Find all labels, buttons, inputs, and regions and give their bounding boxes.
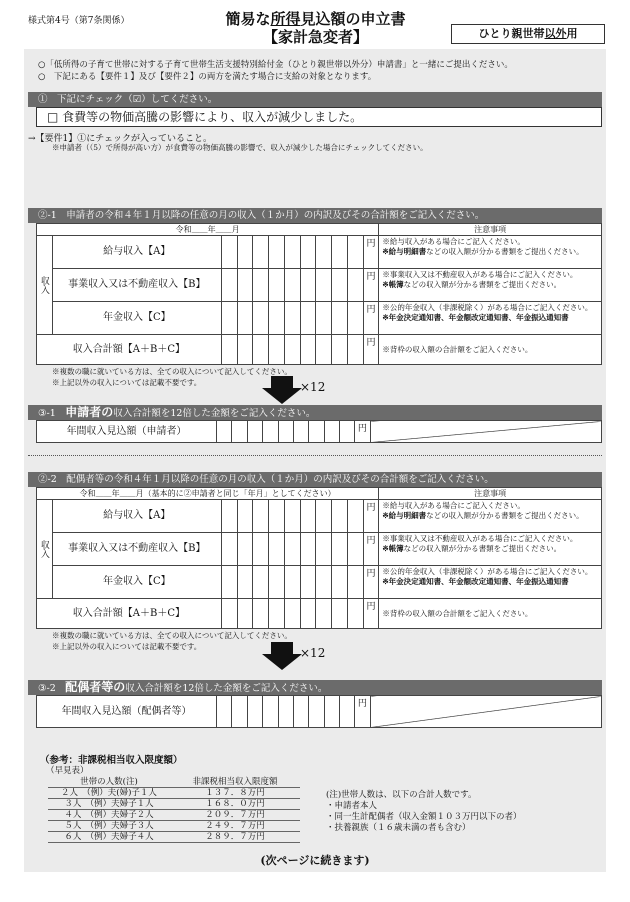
col-limit: 非課税相当収入限度額 (170, 775, 300, 788)
pension-income-label: 年金収入【C】 (52, 566, 221, 599)
amount-digit-cell[interactable] (300, 566, 316, 599)
amount-digit-cell[interactable] (332, 302, 348, 335)
household-count: ６人 （例）夫婦子４人 (48, 832, 170, 843)
amount-digit-cell[interactable] (332, 335, 348, 365)
amount-digit-cell[interactable] (300, 236, 316, 269)
amount-digit-cell[interactable] (347, 500, 363, 533)
section1-header: ① 下記にチェック（☑）してください。 (28, 92, 602, 107)
yen-unit: 円 (355, 421, 370, 443)
amount-digit-cell[interactable] (300, 500, 316, 533)
note-title: (注)世帯人数は、以下の合計人数です。 (326, 790, 477, 800)
note-bold: ※給与明細書 (382, 511, 427, 520)
note-text: ※給与収入がある場合にご記入ください。 (382, 237, 525, 246)
amount-digit-cell[interactable] (221, 335, 237, 365)
amount-digit-cell[interactable] (309, 696, 324, 728)
amount-digit-cell[interactable] (221, 599, 237, 629)
amount-digit-cell[interactable] (269, 302, 285, 335)
bar-emphasis: 申請者の (65, 405, 114, 419)
notes-header: 注意事項 (379, 224, 602, 236)
amount-digit-cell[interactable] (284, 269, 300, 302)
amount-digit-cell[interactable] (263, 421, 278, 443)
amount-digit-cell[interactable] (284, 335, 300, 365)
amount-digit-cell[interactable] (221, 269, 237, 302)
amount-digit-cell[interactable] (253, 302, 269, 335)
amount-digit-cell[interactable] (253, 566, 269, 599)
yen-unit: 円 (363, 335, 379, 365)
salary-note (379, 236, 602, 269)
note-item: ・同一生計配偶者（収入金額１０３万円以下の者） (326, 812, 522, 822)
household-count: ４人 （例）夫婦子２人 (48, 810, 170, 821)
amount-digit-cell[interactable] (269, 533, 285, 566)
yen-unit: 円 (363, 302, 379, 335)
amount-digit-cell[interactable] (263, 696, 278, 728)
notice-line: ○ 下記にある【要件１】及び【要件２】の両方を満たす場合に支給の対象となります。 (38, 72, 377, 82)
amount-digit-cell[interactable] (339, 696, 354, 728)
down-arrow-icon (262, 376, 302, 404)
salary-note (379, 500, 602, 533)
title-part: 見込額の申立書 (300, 10, 406, 28)
amount-digit-cell[interactable] (332, 500, 348, 533)
yen-unit: 円 (363, 566, 379, 599)
amount-digit-cell[interactable] (347, 335, 363, 365)
annual-income-label: 年間収入見込額（配偶者等） (37, 696, 217, 728)
amount-digit-cell[interactable] (300, 533, 316, 566)
requirement-subnote: ※申請者（（5）で所得が高い方）が食費等の物価高騰の影響で、収入が減少した場合にチェックしてください。 (52, 143, 428, 152)
amount-digit-cell[interactable] (332, 599, 348, 629)
continue-note: (次ページに続きます) (260, 854, 370, 867)
page-title (208, 10, 423, 46)
total-note: ※背枠の収入額の合計額をご記入ください。 (379, 599, 602, 629)
amount-digit-cell[interactable] (247, 421, 262, 443)
amount-digit-cell[interactable] (347, 599, 363, 629)
limit-amount: ２４９．７万円 (170, 821, 300, 832)
yen-unit: 円 (363, 236, 379, 269)
reference-title: （参考：非課税相当収入限度額） (40, 755, 183, 766)
amount-digit-cell[interactable] (237, 335, 253, 365)
bar-prefix: ③-2 (38, 683, 56, 694)
amount-digit-cell[interactable] (316, 302, 332, 335)
amount-digit-cell[interactable] (253, 269, 269, 302)
applicant-income-table (36, 223, 602, 365)
amount-digit-cell[interactable] (269, 335, 285, 365)
amount-digit-cell[interactable] (221, 533, 237, 566)
amount-digit-cell[interactable] (347, 533, 363, 566)
amount-digit-cell[interactable] (316, 236, 332, 269)
amount-digit-cell[interactable] (232, 696, 247, 728)
notes-header: 注意事項 (379, 488, 602, 500)
spouse-income-table (36, 487, 602, 629)
down-arrow-icon (262, 642, 302, 670)
amount-digit-cell[interactable] (221, 302, 237, 335)
amount-digit-cell[interactable] (309, 421, 324, 443)
amount-digit-cell[interactable] (221, 500, 237, 533)
limit-amount: １６８．０万円 (170, 799, 300, 810)
business-income-label: 事業収入又は不動産収入【B】 (52, 269, 221, 302)
amount-digit-cell[interactable] (347, 269, 363, 302)
amount-digit-cell[interactable] (300, 599, 316, 629)
amount-digit-cell[interactable] (316, 533, 332, 566)
amount-digit-cell[interactable] (278, 421, 293, 443)
note-text: などの収入額が分かる書類をご提出ください。 (426, 511, 584, 520)
amount-digit-cell[interactable] (284, 566, 300, 599)
amount-digit-cell[interactable] (339, 421, 354, 443)
note-bold: ※年金決定通知書、年金額改定通知書、年金振込通知書 (382, 313, 569, 322)
date-field[interactable]: 令和＿＿年＿＿月 (37, 224, 379, 236)
amount-digit-cell[interactable] (237, 566, 253, 599)
pension-income-label: 年金収入【C】 (52, 302, 221, 335)
amount-digit-cell[interactable] (269, 500, 285, 533)
amount-digit-cell[interactable] (237, 236, 253, 269)
amount-digit-cell[interactable] (269, 269, 285, 302)
amount-digit-cell[interactable] (253, 533, 269, 566)
badge-emphasis: 以外 (544, 27, 567, 40)
reference-subtitle: （早見表） (46, 766, 89, 776)
amount-digit-cell[interactable] (347, 236, 363, 269)
note-text: ※事業収入又は不動産収入がある場合にご記入ください。 (382, 270, 578, 279)
footnote: ※複数の職に就いている方は、全ての収入について記入してください。 (52, 631, 292, 640)
total-income-label: 収入合計額【A＋B＋C】 (37, 599, 222, 629)
income-side-label: 収入 (37, 500, 53, 599)
yen-unit: 円 (363, 269, 379, 302)
amount-digit-cell[interactable] (237, 533, 253, 566)
income-side-label: 収入 (37, 236, 53, 335)
amount-digit-cell[interactable] (221, 236, 237, 269)
bar-text: 収入合計額を12倍した金額をご記入ください。 (125, 683, 328, 694)
business-note (379, 533, 602, 566)
household-count: ５人 （例）夫婦子３人 (48, 821, 170, 832)
col-household: 世帯の人数(注) (48, 775, 170, 788)
amount-digit-cell[interactable] (253, 236, 269, 269)
section2-2-header: ②-2 配偶者等の令和４年１月以降の任意の月の収入（１か月）の内訳及びその合計額をご記入ください。 (28, 472, 602, 487)
amount-digit-cell[interactable] (269, 236, 285, 269)
household-count: ２人 （例）夫(婦)子１人 (48, 788, 170, 799)
amount-digit-cell[interactable] (293, 696, 308, 728)
title-subtitle: 【家計急変者】 (262, 28, 368, 46)
amount-digit-cell[interactable] (324, 421, 339, 443)
limit-amount: ２０９．７万円 (170, 810, 300, 821)
business-note (379, 269, 602, 302)
yen-unit: 円 (363, 599, 379, 629)
business-income-label: 事業収入又は不動産収入【B】 (52, 533, 221, 566)
form-number: 様式第4号（第7条関係） (28, 16, 130, 26)
section-divider (28, 455, 602, 456)
title-part: 簡易な (225, 10, 271, 28)
note-bold: ※帳簿 (382, 280, 404, 289)
total-note: ※背枠の収入額の合計額をご記入ください。 (379, 335, 602, 365)
amount-digit-cell[interactable] (232, 421, 247, 443)
amount-digit-cell[interactable] (284, 500, 300, 533)
applicability-badge (451, 24, 605, 44)
limit-amount: ２８９．７万円 (170, 832, 300, 843)
form-sheet (24, 49, 606, 872)
reference-table (48, 775, 300, 843)
amount-digit-cell[interactable] (278, 696, 293, 728)
bar-emphasis: 配偶者等の (65, 680, 126, 694)
amount-digit-cell[interactable] (269, 599, 285, 629)
pension-note (379, 302, 602, 335)
note-text: ※事業収入又は不動産収入がある場合にご記入ください。 (382, 534, 578, 543)
bar-prefix: ③-1 (38, 408, 56, 419)
amount-digit-cell[interactable] (316, 269, 332, 302)
pension-note (379, 566, 602, 599)
amount-digit-cell[interactable] (253, 599, 269, 629)
title-emphasis: 所得 (270, 10, 301, 28)
bar-text: 収入合計額を12倍した金額をご記入ください。 (113, 408, 316, 419)
amount-digit-cell[interactable] (293, 421, 308, 443)
household-note (326, 790, 522, 834)
badge-part: 用 (566, 27, 578, 40)
requirement-note: →【要件1】①にチェックが入っていること。 (28, 134, 212, 144)
amount-digit-cell[interactable] (217, 696, 232, 728)
note-bold: ※帳簿 (382, 544, 404, 553)
amount-digit-cell[interactable] (332, 236, 348, 269)
footnote: ※上記以外の収入については記載不要です。 (52, 378, 202, 387)
amount-digit-cell[interactable] (316, 335, 332, 365)
amount-digit-cell[interactable] (300, 302, 316, 335)
section3-2-header (28, 680, 602, 695)
amount-digit-cell[interactable] (237, 302, 253, 335)
amount-digit-cell[interactable] (300, 335, 316, 365)
note-bold: ※年金決定通知書、年金額改定通知書、年金振込通知書 (382, 577, 569, 586)
amount-digit-cell[interactable] (300, 269, 316, 302)
applicant-annual-table (36, 420, 602, 443)
amount-digit-cell[interactable] (253, 500, 269, 533)
section3-1-header (28, 405, 602, 420)
amount-digit-cell[interactable] (253, 335, 269, 365)
section2-1-header: ②-1 申請者の令和４年１月以降の任意の月の収入（１か月）の内訳及びその合計額をご記入ください。 (28, 208, 602, 223)
note-item: ・扶養親族（１６歳未満の者も含む） (326, 823, 471, 833)
price-impact-checkbox[interactable]: □ 食費等の物価高騰の影響により、収入が減少しました。 (36, 107, 602, 127)
amount-digit-cell[interactable] (284, 599, 300, 629)
spouse-annual-table (36, 695, 602, 728)
amount-digit-cell[interactable] (237, 599, 253, 629)
notice-line: ○「低所得の子育て世帯に対する子育て世帯生活支援特別給付金（ひとり親世帯以外分）申請書」と一緒にご提出ください。 (38, 60, 513, 70)
amount-digit-cell[interactable] (316, 566, 332, 599)
footnote: ※上記以外の収入については記載不要です。 (52, 642, 202, 651)
amount-digit-cell[interactable] (347, 302, 363, 335)
amount-digit-cell[interactable] (347, 566, 363, 599)
amount-digit-cell[interactable] (316, 500, 332, 533)
multiplier-label: ×12 (300, 646, 326, 660)
salary-income-label: 給与収入【A】 (52, 236, 221, 269)
footnote: ※複数の職に就いている方は、全ての収入について記入してください。 (52, 367, 292, 376)
amount-digit-cell[interactable] (237, 269, 253, 302)
annual-income-label: 年間収入見込額（申請者） (37, 421, 217, 443)
amount-digit-cell[interactable] (284, 302, 300, 335)
note-text: などの収入額が分かる書類をご提出ください。 (426, 247, 584, 256)
multiplier-label: ×12 (300, 380, 326, 394)
household-count: ３人 （例）夫婦子１人 (48, 799, 170, 810)
amount-digit-cell[interactable] (316, 599, 332, 629)
yen-unit: 円 (363, 533, 379, 566)
note-text: などの収入額が分かる書類をご提出ください。 (403, 280, 562, 289)
note-bold: ※給与明細書 (382, 247, 427, 256)
note-text: ※公的年金収入（非課税除く）がある場合にご記入ください。 (382, 303, 593, 312)
amount-digit-cell[interactable] (221, 566, 237, 599)
amount-digit-cell[interactable] (269, 566, 285, 599)
amount-digit-cell[interactable] (247, 696, 262, 728)
yen-unit: 円 (355, 696, 370, 728)
amount-digit-cell[interactable] (332, 533, 348, 566)
struck-cell (370, 421, 601, 443)
date-field[interactable]: 令和＿＿年＿＿月（基本的に②申請者と同じ「年月」としてください） (37, 488, 379, 500)
amount-digit-cell[interactable] (324, 696, 339, 728)
yen-unit: 円 (363, 500, 379, 533)
amount-digit-cell[interactable] (284, 236, 300, 269)
note-text: などの収入額が分かる書類をご提出ください。 (403, 544, 562, 553)
limit-amount: １３７．８万円 (170, 788, 300, 799)
salary-income-label: 給与収入【A】 (52, 500, 221, 533)
total-income-label: 収入合計額【A＋B＋C】 (37, 335, 222, 365)
amount-digit-cell[interactable] (237, 500, 253, 533)
note-text: ※給与収入がある場合にご記入ください。 (382, 501, 525, 510)
struck-cell (370, 696, 601, 728)
note-text: ※公的年金収入（非課税除く）がある場合にご記入ください。 (382, 567, 593, 576)
amount-digit-cell[interactable] (284, 533, 300, 566)
note-item: ・申請者本人 (326, 801, 378, 811)
badge-part: ひとり親世帯 (478, 27, 545, 40)
amount-digit-cell[interactable] (332, 566, 348, 599)
amount-digit-cell[interactable] (217, 421, 232, 443)
amount-digit-cell[interactable] (332, 269, 348, 302)
